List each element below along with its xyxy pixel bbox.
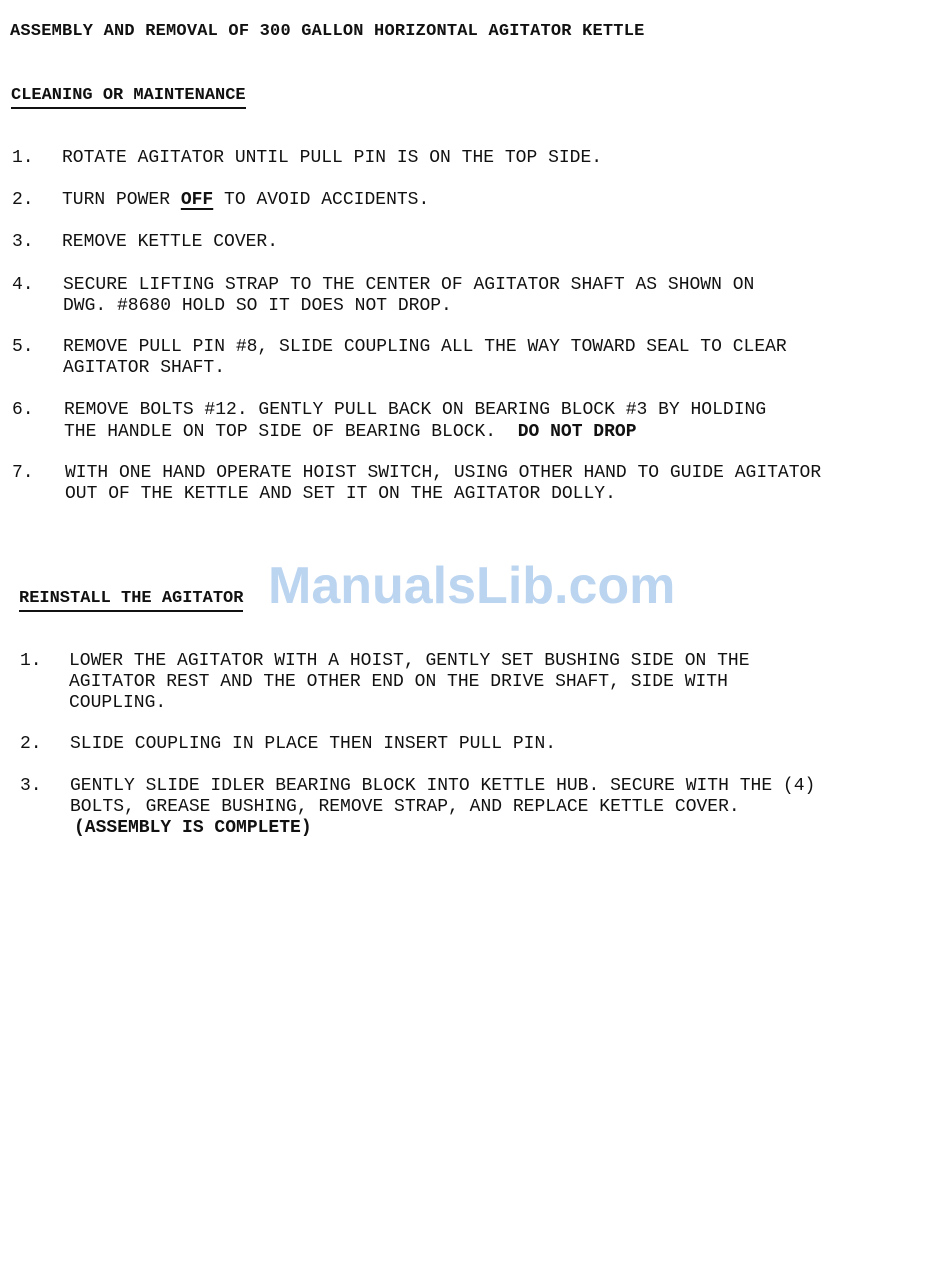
do-not-drop-warning: DO NOT DROP bbox=[517, 422, 637, 442]
step-number: 2. bbox=[12, 190, 34, 210]
step-number: 6. bbox=[12, 400, 34, 420]
step-text-post: TO AVOID ACCIDENTS. bbox=[213, 190, 430, 210]
step-text-pre: TURN POWER bbox=[62, 190, 181, 210]
document-title: ASSEMBLY AND REMOVAL OF 300 GALLON HORIZONTAL AGITATOR KETTLE bbox=[10, 22, 645, 41]
power-off-emphasis: OFF bbox=[180, 190, 214, 210]
step-text-line-2: OUT OF THE KETTLE AND SET IT ON THE AGITATOR DOLLY. bbox=[65, 484, 616, 504]
step-text bbox=[62, 190, 429, 211]
step-text: REMOVE KETTLE COVER. bbox=[62, 232, 279, 252]
step-number: 1. bbox=[20, 651, 42, 671]
step-text-line-1: WITH ONE HAND OPERATE HOIST SWITCH, USING OTHER HAND TO GUIDE AGITATOR bbox=[65, 463, 822, 483]
section-heading-cleaning: CLEANING OR MAINTENANCE bbox=[11, 86, 246, 109]
step-text-line-1: GENTLY SLIDE IDLER BEARING BLOCK INTO KETTLE HUB. SECURE WITH THE (4) bbox=[70, 776, 816, 796]
step-text-line-3: COUPLING. bbox=[69, 693, 167, 713]
step-text-line-2 bbox=[64, 422, 637, 443]
step-text: ROTATE AGITATOR UNTIL PULL PIN IS ON THE TOP SIDE. bbox=[62, 148, 603, 168]
assembly-complete-note: (ASSEMBLY IS COMPLETE) bbox=[74, 818, 312, 838]
step-number: 7. bbox=[12, 463, 34, 483]
step-text-line-1: SECURE LIFTING STRAP TO THE CENTER OF AGITATOR SHAFT AS SHOWN ON bbox=[63, 275, 755, 295]
step-number: 3. bbox=[20, 776, 42, 796]
step-number: 5. bbox=[12, 337, 34, 357]
step-number: 2. bbox=[20, 734, 42, 754]
step-text-line-2: BOLTS, GREASE BUSHING, REMOVE STRAP, AND REPLACE KETTLE COVER. bbox=[70, 797, 740, 817]
step-number: 3. bbox=[12, 232, 34, 252]
step-text-line-1: REMOVE PULL PIN #8, SLIDE COUPLING ALL THE WAY TOWARD SEAL TO CLEAR bbox=[63, 337, 787, 357]
step-text-line-2: AGITATOR REST AND THE OTHER END ON THE DRIVE SHAFT, SIDE WITH bbox=[69, 672, 728, 692]
step-text-line-2: AGITATOR SHAFT. bbox=[63, 358, 226, 378]
step-number: 4. bbox=[12, 275, 34, 295]
step-text-line-2: DWG. #8680 HOLD SO IT DOES NOT DROP. bbox=[63, 296, 452, 316]
step-text-line-1: REMOVE BOLTS #12. GENTLY PULL BACK ON BEARING BLOCK #3 BY HOLDING bbox=[64, 400, 767, 420]
step-text-line-2-plain: THE HANDLE ON TOP SIDE OF BEARING BLOCK. bbox=[64, 422, 518, 442]
step-text: SLIDE COUPLING IN PLACE THEN INSERT PULL PIN. bbox=[70, 734, 557, 754]
watermark: ManualsLib.com bbox=[268, 557, 676, 615]
step-number: 1. bbox=[12, 148, 34, 168]
section-heading-reinstall: REINSTALL THE AGITATOR bbox=[19, 589, 243, 612]
step-text-line-1: LOWER THE AGITATOR WITH A HOIST, GENTLY SET BUSHING SIDE ON THE bbox=[69, 651, 750, 671]
